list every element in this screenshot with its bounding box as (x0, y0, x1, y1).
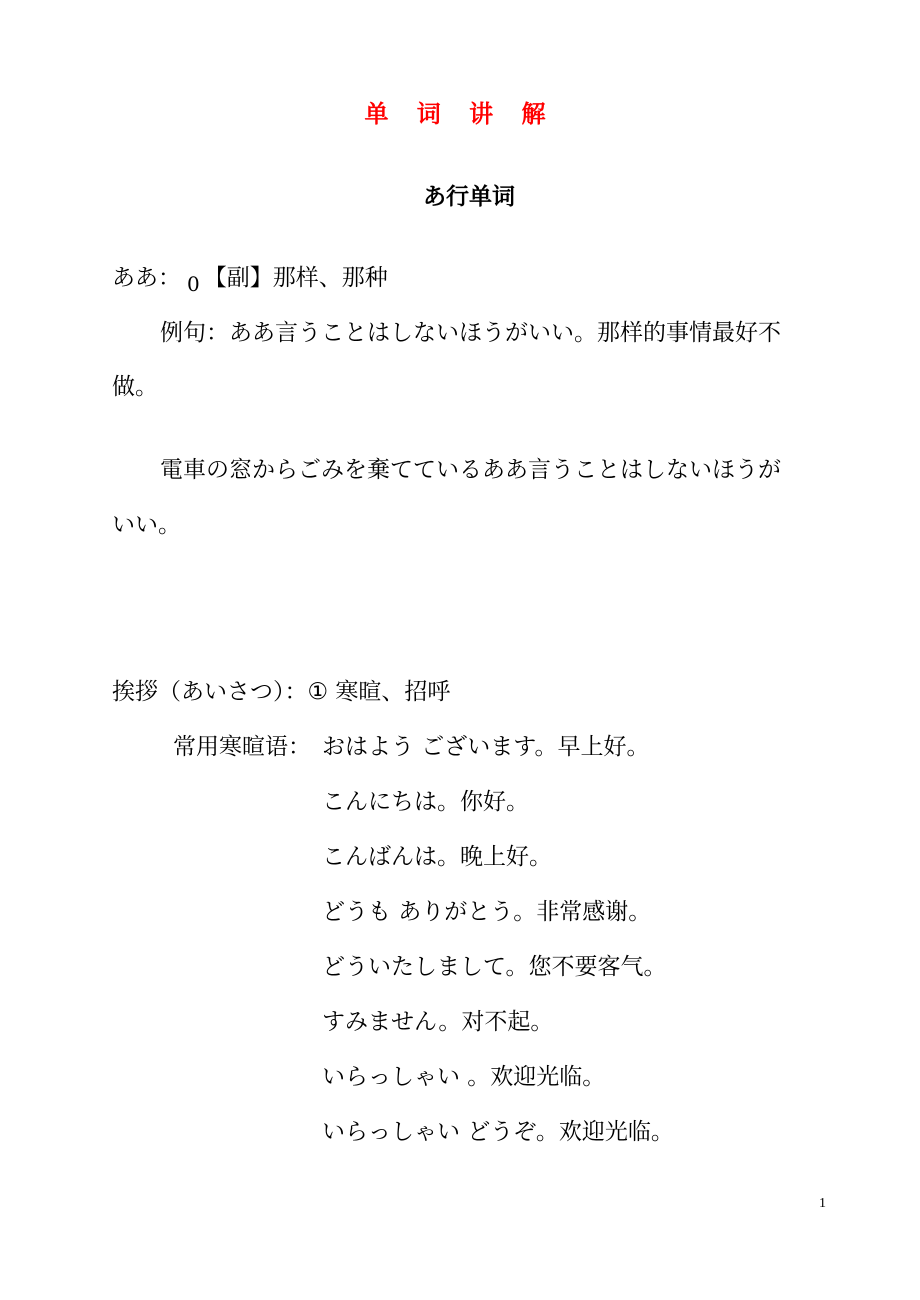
greeting-item: どういたしまして。您不要客气。 (322, 954, 667, 980)
example-line: 例句：ああ言うことはしないほうがいい。那样的事情最好不 (160, 320, 781, 346)
entry-meaning: 【副】那样、那种 (203, 265, 388, 291)
greeting-item: こんにちは。你好。 (322, 789, 529, 815)
greeting-item: どうも ありがとう。非常感谢。 (322, 899, 652, 925)
example-line: 做。 (112, 374, 158, 400)
page-number: 1 (819, 1196, 826, 1211)
entry-aa-headword (112, 263, 388, 296)
greeting-item: おはよう ございます。早上好。 (322, 734, 650, 760)
section-heading: あ行单词 (423, 184, 515, 210)
entry-aisatsu-headword: 挨拶（あいさつ）：① 寒暄、招呼 (112, 679, 451, 705)
example-line: いい。 (112, 512, 181, 538)
greeting-item: いらっしゃい どうぞ。欢迎光临。 (322, 1119, 674, 1145)
greeting-item: すみません。对不起。 (322, 1009, 554, 1035)
accent-mark: 0 (187, 272, 200, 296)
greeting-item: いらっしゃい 。欢迎光临。 (322, 1064, 606, 1090)
greetings-label: 常用寒暄语： (173, 734, 311, 760)
example-line: 電車の窓からごみを棄てているああ言うことはしないほうが (160, 457, 781, 483)
greeting-item: こんばんは。晚上好。 (322, 844, 552, 870)
document-title: 单 词 讲 解 (364, 100, 556, 128)
entry-word: ああ： (112, 265, 181, 291)
